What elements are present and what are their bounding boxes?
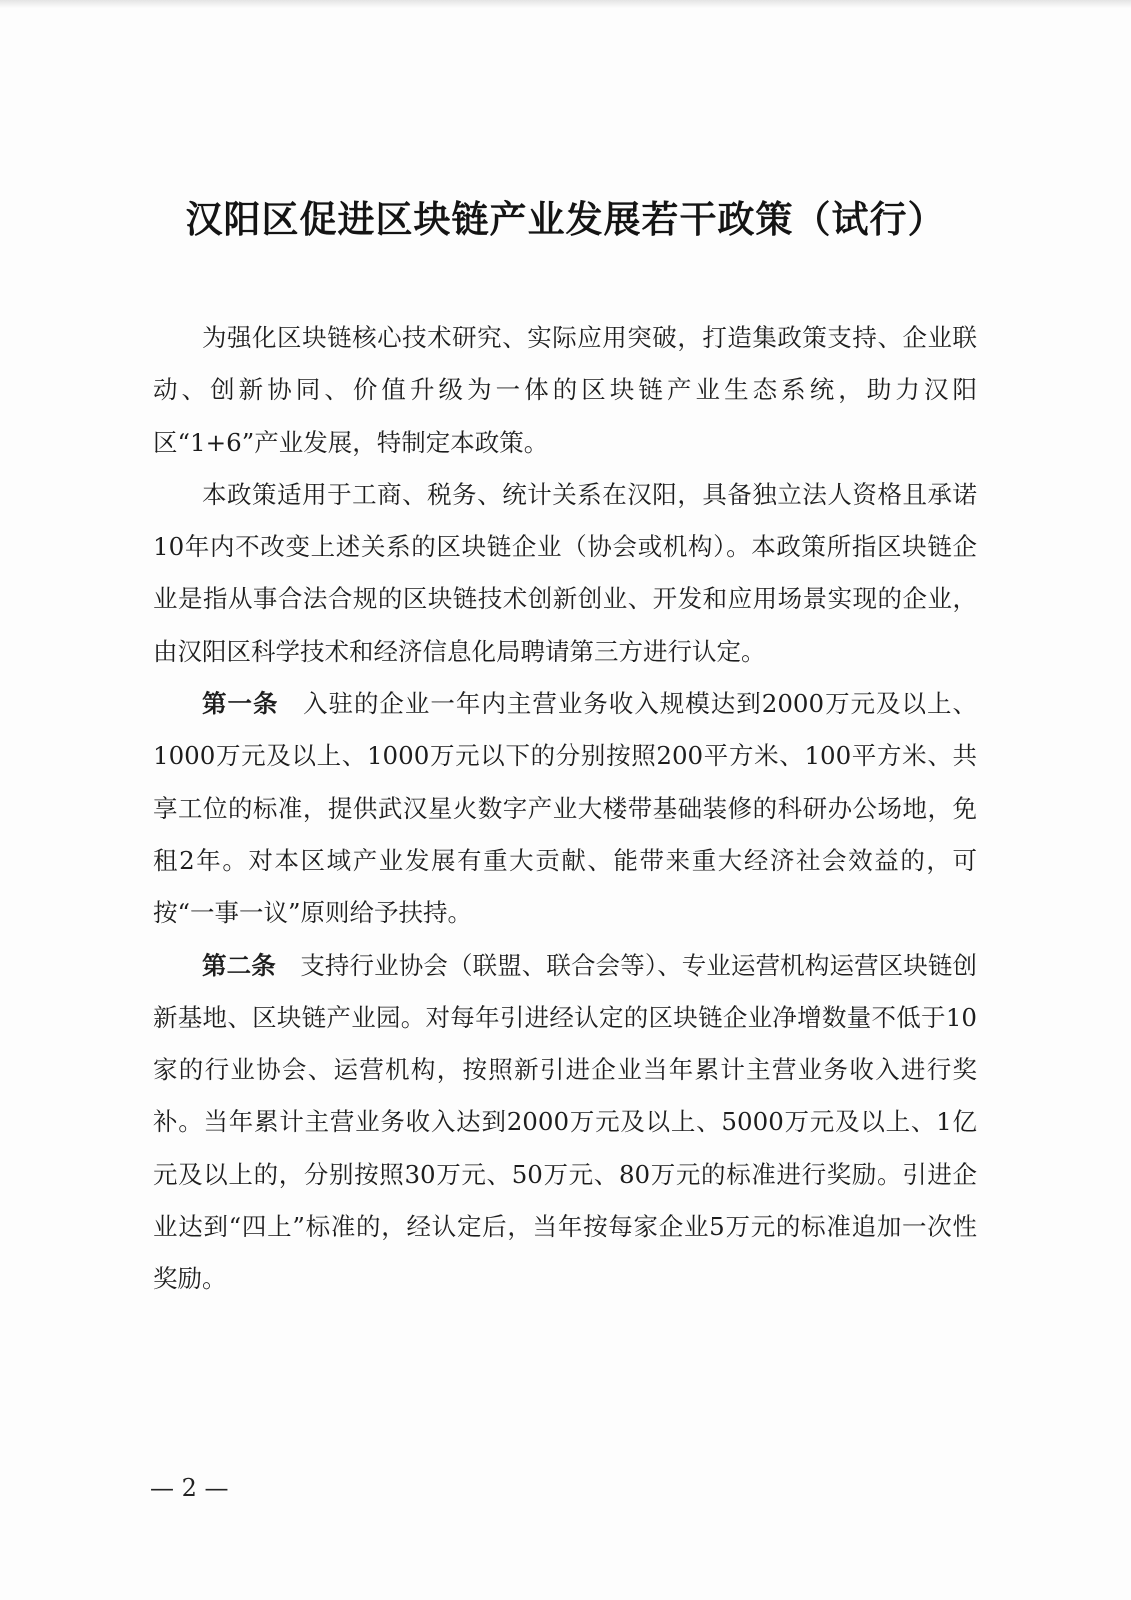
document-body — [153, 312, 977, 1306]
scan-edge — [0, 0, 1131, 8]
article-1-paragraph — [153, 678, 977, 939]
article-1-heading: 第一条 — [202, 689, 279, 719]
preamble-paragraph: 为强化区块链核心技术研究、实际应用突破，打造集政策支持、企业联动、创新协同、价值升级为一体的区块链产业生态系统，助力汉阳区“1+6”产业发展，特制定本政策。 — [153, 323, 977, 457]
document-title: 汉阳区促进区块链产业发展若干政策（试行） — [185, 198, 946, 241]
article-2-text: 支持行业协会（联盟、联合会等）、专业运营机构运营区块链创新基地、区块链产业园。对每年引进经认定的区块链企业净增数量不低于10家的行业协会、运营机构，按照新引进企业当年累计主营业务收入进行奖补。当年累计主营业务收入达到2000万元及以上、5000万元及以上、1亿元及以上的，分别按照30万元、50万元、80万元的标准进行奖励。引进企业达到“四上”标准的，经认定后，当年按每家企业5万元的标准追加一次性奖励。 — [153, 950, 978, 1294]
page-number: — 2 — — [150, 1474, 229, 1502]
article-1-text: 入驻的企业一年内主营业务收入规模达到2000万元及以上、1000万元及以上、1000万元以下的分别按照200平方米、100平方米、共享工位的标准，提供武汉星火数字产业大楼带基础装修的科研办公场地，免租2年。对本区域产业发展有重大贡献、能带来重大经济社会效益的，可按“一事一议”原则给予扶持。 — [153, 689, 977, 928]
article-2-paragraph — [153, 940, 977, 1306]
scope-paragraph: 本政策适用于工商、税务、统计关系在汉阳，具备独立法人资格且承诺10年内不改变上述关系的区块链企业（协会或机构）。本政策所指区块链企业是指从事合法合规的区块链技术创新创业、开发和应用场景实现的企业，由汉阳区科学技术和经济信息化局聘请第三方进行认定。 — [153, 479, 977, 666]
article-2-heading: 第二条 — [202, 950, 276, 980]
